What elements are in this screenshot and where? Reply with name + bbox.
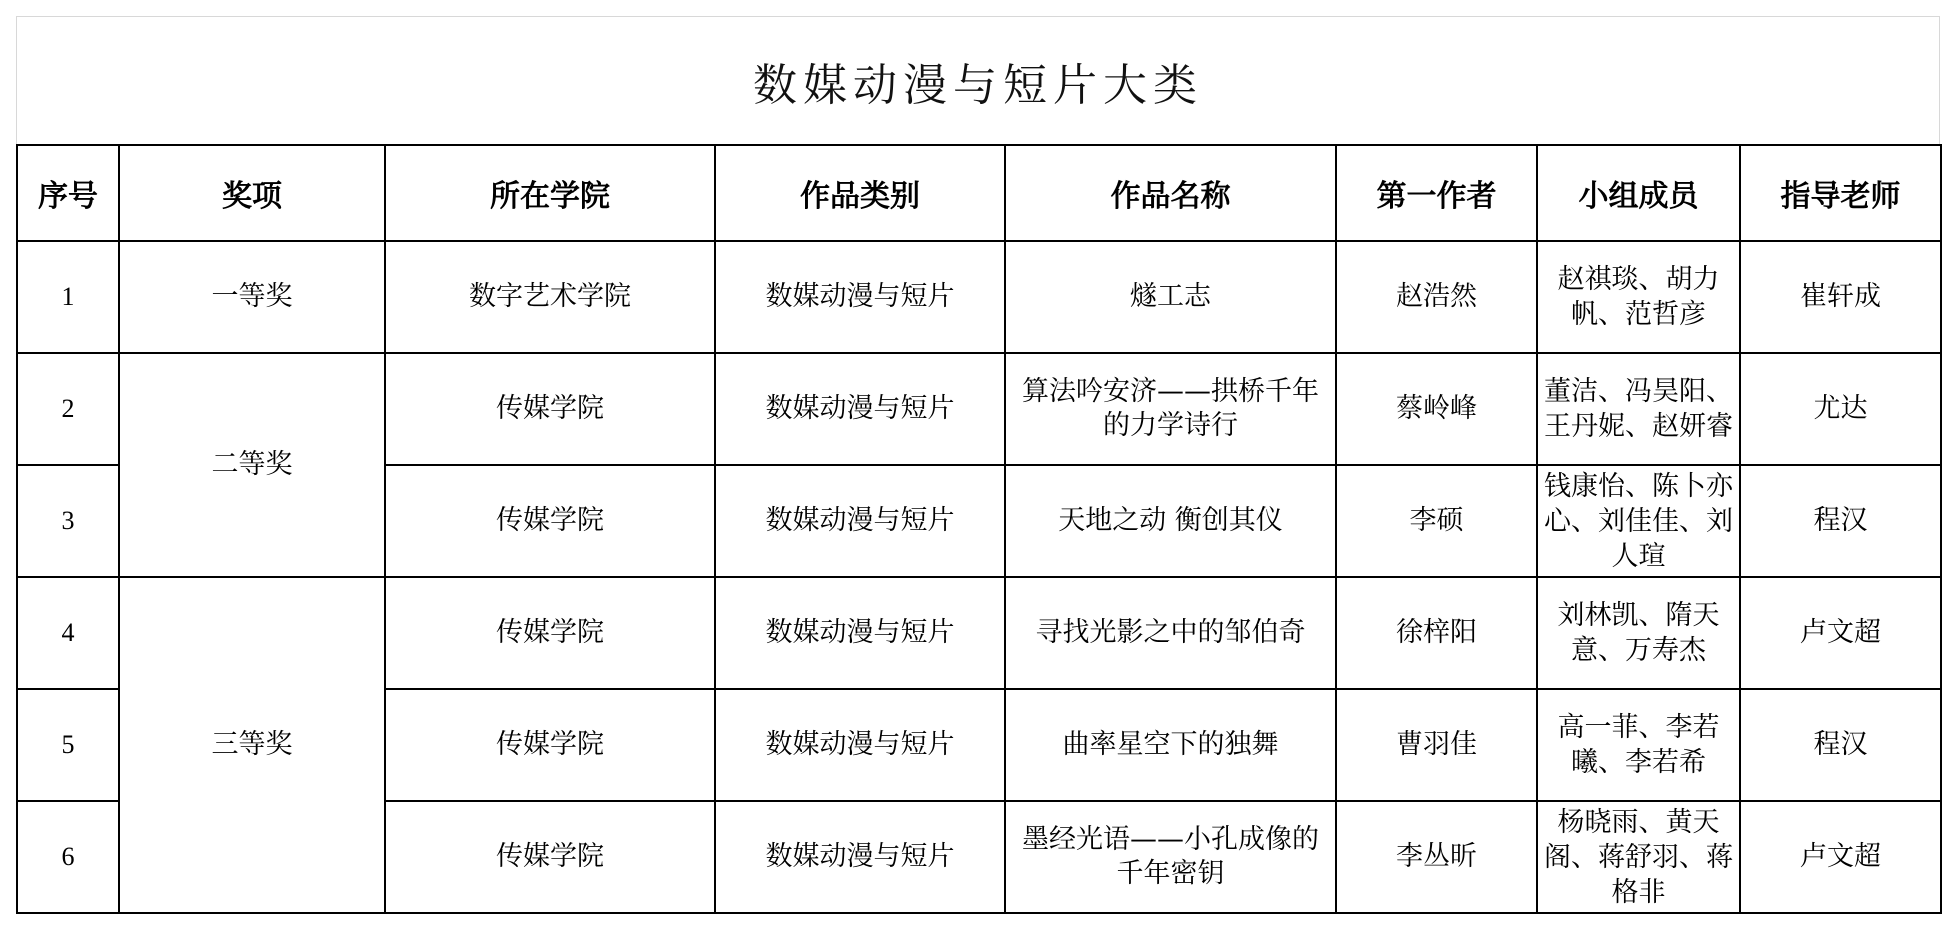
work-title-cell: 燧工志 — [1005, 241, 1336, 353]
table-row — [17, 353, 1941, 465]
header-row — [17, 145, 1941, 241]
advisor-cell: 卢文超 — [1740, 801, 1941, 913]
row-index: 1 — [17, 241, 119, 353]
college-cell: 传媒学院 — [385, 465, 715, 577]
college-cell: 传媒学院 — [385, 577, 715, 689]
advisor-cell: 尤达 — [1740, 353, 1941, 465]
title-box — [16, 16, 1940, 144]
members-cell: 钱康怡、陈卜亦心、刘佳佳、刘人瑄 — [1537, 465, 1740, 577]
category-cell: 数媒动漫与短片 — [715, 353, 1005, 465]
award-cell: 二等奖 — [119, 353, 385, 577]
page-title: 数媒动漫与短片大类 — [753, 59, 1203, 111]
first-author-cell: 李硕 — [1336, 465, 1537, 577]
category-cell: 数媒动漫与短片 — [715, 465, 1005, 577]
work-title-cell: 寻找光影之中的邹伯奇 — [1005, 577, 1336, 689]
row-index: 2 — [17, 353, 119, 465]
header-award: 奖项 — [119, 145, 385, 241]
row-index: 3 — [17, 465, 119, 577]
work-title-cell: 算法吟安济——拱桥千年的力学诗行 — [1005, 353, 1336, 465]
first-author-cell: 曹羽佳 — [1336, 689, 1537, 801]
table-row — [17, 241, 1941, 353]
advisor-cell: 程汉 — [1740, 465, 1941, 577]
college-cell: 传媒学院 — [385, 353, 715, 465]
advisor-cell: 程汉 — [1740, 689, 1941, 801]
members-cell: 董洁、冯昊阳、王丹妮、赵妍睿 — [1537, 353, 1740, 465]
members-cell: 杨晓雨、黄天阁、蒋舒羽、蒋格非 — [1537, 801, 1740, 913]
advisor-cell: 崔轩成 — [1740, 241, 1941, 353]
first-author-cell: 蔡岭峰 — [1336, 353, 1537, 465]
work-title-cell: 墨经光语——小孔成像的千年密钥 — [1005, 801, 1336, 913]
advisor-cell: 卢文超 — [1740, 577, 1941, 689]
row-index: 6 — [17, 801, 119, 913]
first-author-cell: 赵浩然 — [1336, 241, 1537, 353]
header-index: 序号 — [17, 145, 119, 241]
row-index: 5 — [17, 689, 119, 801]
award-cell: 三等奖 — [119, 577, 385, 913]
work-title-cell: 天地之动 衡创其仪 — [1005, 465, 1336, 577]
members-cell: 赵祺琰、胡力帆、范哲彦 — [1537, 241, 1740, 353]
college-cell: 数字艺术学院 — [385, 241, 715, 353]
header-members: 小组成员 — [1537, 145, 1740, 241]
members-cell: 高一菲、李若曦、李若希 — [1537, 689, 1740, 801]
college-cell: 传媒学院 — [385, 689, 715, 801]
row-index: 4 — [17, 577, 119, 689]
header-work-title: 作品名称 — [1005, 145, 1336, 241]
first-author-cell: 李丛昕 — [1336, 801, 1537, 913]
header-category: 作品类别 — [715, 145, 1005, 241]
header-first-author: 第一作者 — [1336, 145, 1537, 241]
category-cell: 数媒动漫与短片 — [715, 577, 1005, 689]
category-cell: 数媒动漫与短片 — [715, 689, 1005, 801]
table-row — [17, 577, 1941, 689]
first-author-cell: 徐梓阳 — [1336, 577, 1537, 689]
header-advisor: 指导老师 — [1740, 145, 1941, 241]
work-title-cell: 曲率星空下的独舞 — [1005, 689, 1336, 801]
college-cell: 传媒学院 — [385, 801, 715, 913]
award-cell: 一等奖 — [119, 241, 385, 353]
awards-table — [16, 144, 1942, 914]
header-college: 所在学院 — [385, 145, 715, 241]
category-cell: 数媒动漫与短片 — [715, 801, 1005, 913]
category-cell: 数媒动漫与短片 — [715, 241, 1005, 353]
members-cell: 刘林凯、隋天意、万寿杰 — [1537, 577, 1740, 689]
